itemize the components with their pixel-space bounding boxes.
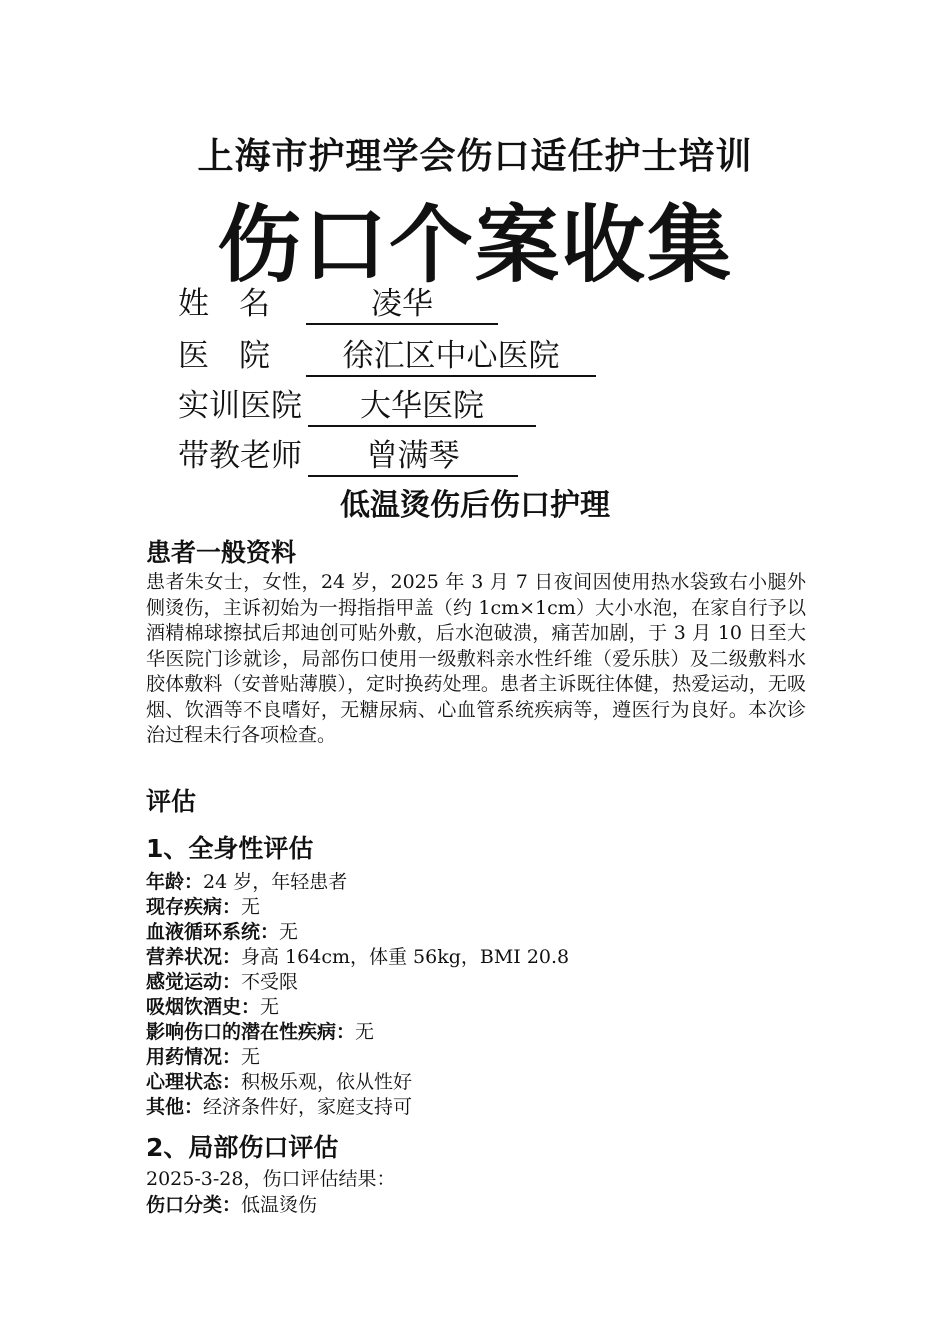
case-title: 低温烫伤后伤口护理 [340, 488, 610, 523]
info-row-training-hospital [178, 380, 536, 424]
eval-key: 心理状态： [146, 1071, 242, 1093]
info-row-teacher [178, 430, 518, 474]
eval-value: 无 [279, 921, 299, 943]
evaluation-heading: 评估 [146, 787, 197, 816]
eval-key: 用药情况： [146, 1046, 242, 1068]
name-value: 凌华 [306, 285, 498, 325]
eval-item-other [146, 1095, 569, 1120]
eval-value: 无 [260, 996, 280, 1018]
eval-item-existing-disease [146, 895, 569, 920]
name-label: 姓名 [178, 286, 300, 322]
wound-class-value: 低温烫伤 [241, 1194, 318, 1216]
local-wound-evaluation-heading: 2、局部伤口评估 [146, 1133, 339, 1162]
eval-value: 无 [241, 1046, 261, 1068]
local-evaluation-date-line: 2025-3-28，伤口评估结果： [146, 1168, 396, 1190]
document-title: 伤口个案收集 [216, 195, 733, 294]
eval-key: 吸烟饮酒史： [146, 996, 261, 1018]
eval-value: 无 [241, 896, 261, 918]
teacher-value: 曾满琴 [308, 437, 518, 477]
eval-value: 经济条件好，家庭支持可 [203, 1096, 413, 1118]
eval-value: 24 岁，年轻患者 [203, 871, 348, 893]
hospital-value: 徐汇区中心医院 [306, 337, 596, 377]
general-info-heading: 患者一般资料 [146, 538, 297, 567]
hospital-label: 医院 [178, 338, 300, 374]
eval-value: 无 [355, 1021, 375, 1043]
eval-item-nutrition [146, 945, 569, 970]
eval-value: 身高 164cm，体重 56kg，BMI 20.8 [241, 946, 570, 968]
wound-classification [146, 1193, 317, 1218]
general-info-paragraph: 患者朱女士，女性，24 岁，2025 年 3 月 7 日夜间因使用热水袋致右小腿外侧烫伤，主诉初始为一拇指指甲盖（约 1cm×1cm）大小水泡，在家自行予以酒精棉球擦拭后邦迪创可贴外敷，后水泡破溃，痛苦加剧，于 3 月 10 日至大华医院门诊就诊，局部伤口使用一级敷料亲水性纤维（爱乐肤）及二级敷料水胶体敷料（安普贴薄膜），定时换药处理。患者主诉既往体健，热爱运动，无吸烟、饮酒等不良嗜好，无糖尿病、心血管系统疾病等，遵医行为良好。本次诊治过程未行各项检查。 [146, 571, 806, 746]
whole-body-evaluation-list [146, 870, 569, 1120]
info-row-hospital [178, 330, 596, 374]
eval-item-medication [146, 1045, 569, 1070]
eval-key: 现存疾病： [146, 896, 242, 918]
eval-key: 营养状况： [146, 946, 242, 968]
eval-item-circulation [146, 920, 569, 945]
eval-item-potential-disease [146, 1020, 569, 1045]
eval-value: 积极乐观，依从性好 [241, 1071, 413, 1093]
eval-item-sensory-motor [146, 970, 569, 995]
info-row-name [178, 278, 498, 322]
eval-key: 其他： [146, 1096, 204, 1118]
eval-item-psychology [146, 1070, 569, 1095]
wound-class-key: 伤口分类： [146, 1194, 242, 1216]
training-title: 上海市护理学会伤口适任护士培训 [197, 135, 753, 177]
eval-item-age [146, 870, 569, 895]
eval-value: 不受限 [241, 971, 299, 993]
teacher-label: 带教老师 [178, 438, 302, 474]
eval-key: 年龄： [146, 871, 204, 893]
training-hospital-label: 实训医院 [178, 388, 302, 424]
eval-key: 感觉运动： [146, 971, 242, 993]
eval-item-smoking-drinking [146, 995, 569, 1020]
training-hospital-value: 大华医院 [308, 387, 536, 427]
eval-key: 血液循环系统： [146, 921, 280, 943]
eval-key: 影响伤口的潜在性疾病： [146, 1021, 356, 1043]
whole-body-evaluation-heading: 1、全身性评估 [146, 834, 314, 863]
